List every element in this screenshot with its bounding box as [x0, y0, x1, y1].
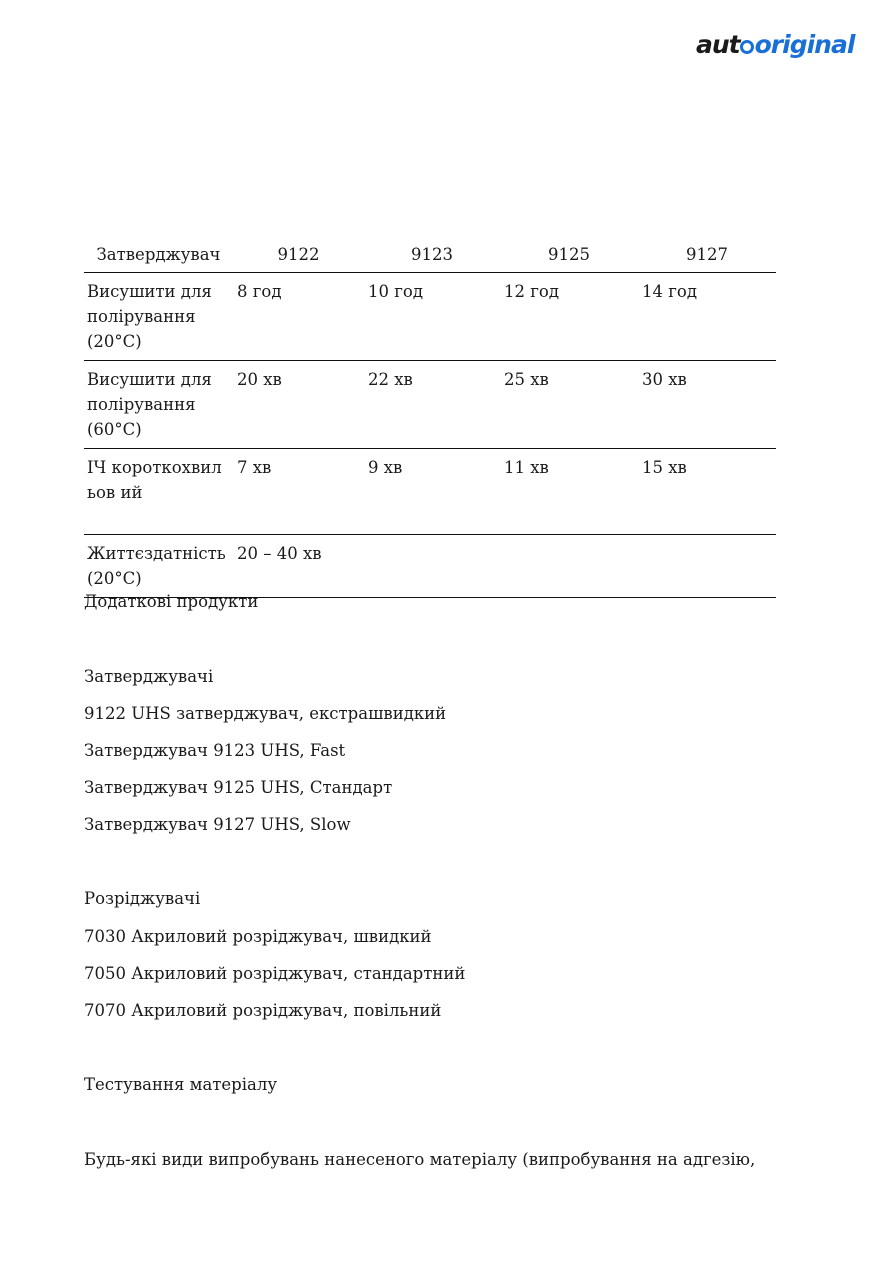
autooriginal-logo: [696, 30, 855, 62]
header-9127: 9127: [686, 244, 728, 264]
table-row: [84, 273, 776, 361]
list-item: Затверджувач 9127 UHS, Slow: [84, 815, 351, 834]
list-item: 7030 Акриловий розріджувач, швидкий: [84, 927, 432, 946]
row-label: Висушити для полірування (20°C): [87, 282, 212, 351]
header-hardener: Затверджувач: [96, 244, 221, 264]
table-cell: 25 хв: [504, 370, 549, 389]
logo-text-original: original: [754, 30, 855, 59]
table-row: [84, 361, 776, 449]
row-label: Життєздатність (20°C): [87, 544, 226, 588]
table-cell: 9 хв: [368, 458, 403, 477]
table-cell: 14 год: [642, 282, 697, 301]
table-header-row: [84, 237, 776, 273]
hardeners-title: Затверджувачі: [84, 667, 214, 686]
logo-text-auto: aut: [696, 30, 740, 59]
table-cell: 22 хв: [368, 370, 413, 389]
table-cell: 8 год: [237, 282, 282, 301]
table-cell: 10 год: [368, 282, 423, 301]
table-cell: 12 год: [504, 282, 559, 301]
header-9125: 9125: [548, 244, 590, 264]
table-cell: 20 – 40 хв: [237, 544, 322, 563]
header-9123: 9123: [411, 244, 453, 264]
logo-ring-icon: [740, 40, 754, 54]
hardener-spec-table: [84, 237, 776, 598]
table-cell: 7 хв: [237, 458, 272, 477]
table-cell: 15 хв: [642, 458, 687, 477]
row-label: ІЧ короткохвильов ий: [87, 458, 222, 502]
additional-products-title: Додаткові продукти: [84, 592, 259, 611]
table-cell: 11 хв: [504, 458, 549, 477]
list-item: 9122 UHS затверджувач, екстрашвидкий: [84, 704, 447, 723]
row-label: Висушити для полірування (60°C): [87, 370, 212, 439]
list-item: 7070 Акриловий розріджувач, повільний: [84, 1001, 442, 1020]
thinners-title: Розріджувачі: [84, 889, 201, 908]
list-item: 7050 Акриловий розріджувач, стандартний: [84, 964, 466, 983]
testing-title: Тестування матеріалу: [84, 1075, 278, 1094]
testing-paragraph: Будь-які види випробувань нанесеного матеріалу (випробування на адгезію,: [84, 1150, 756, 1169]
header-9122: 9122: [277, 244, 320, 264]
table-cell: 30 хв: [642, 370, 687, 389]
list-item: Затверджувач 9125 UHS, Стандарт: [84, 778, 393, 797]
table-row: [84, 449, 776, 535]
list-item: Затверджувач 9123 UHS, Fast: [84, 741, 346, 760]
table-row: [84, 535, 776, 598]
table-cell: 20 хв: [237, 370, 282, 389]
